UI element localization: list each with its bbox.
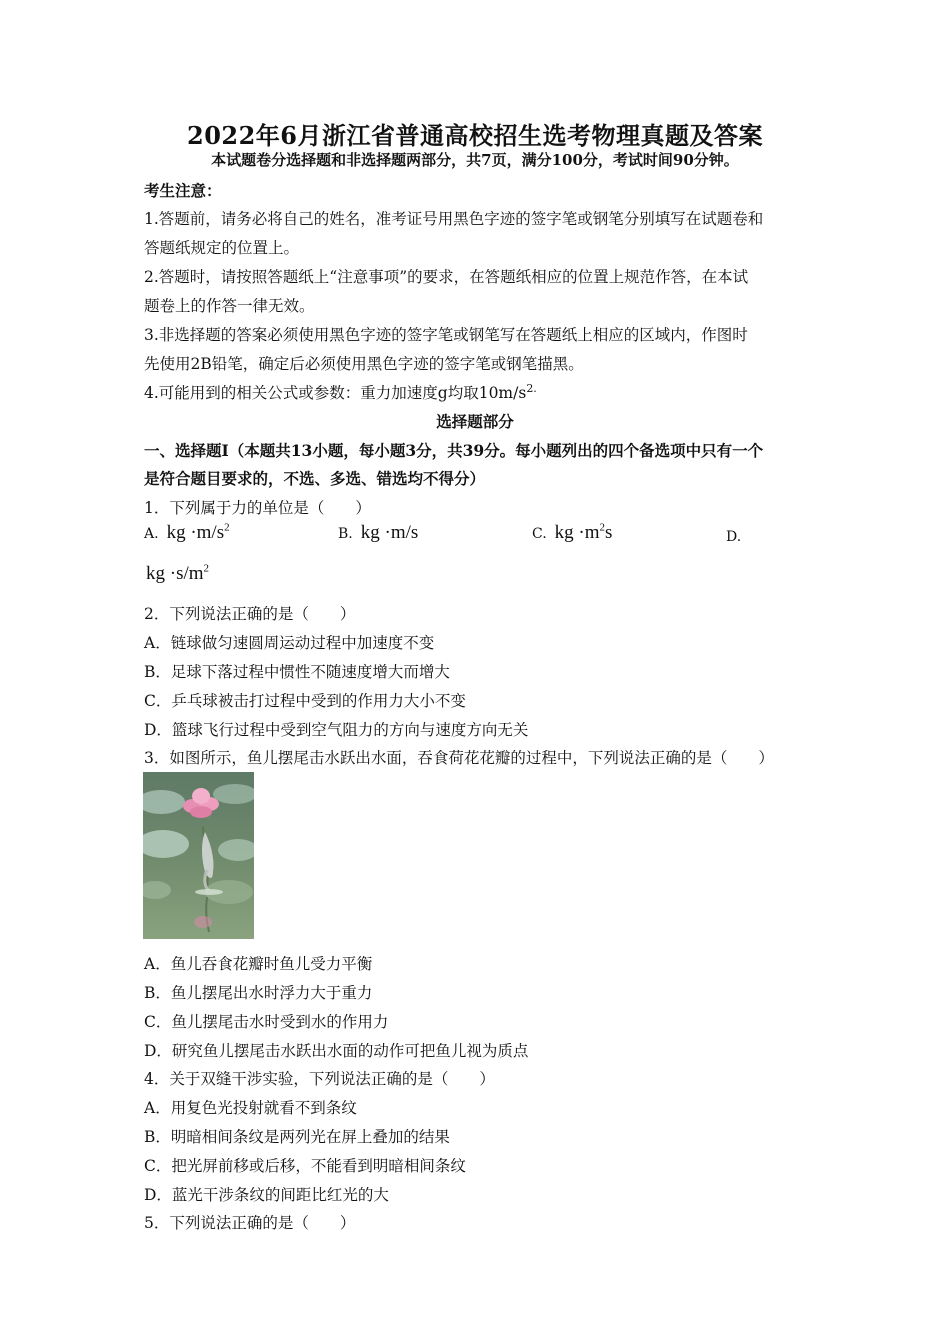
option-label: D. (726, 529, 742, 545)
q1-option-c (532, 522, 612, 544)
q2-option: C．乒乓球被击打过程中受到的作用力大小不变 (144, 692, 466, 710)
page-subtitle: 本试题卷分选择题和非选择题两部分，共7页，满分100分，考试时间90分钟。 (211, 151, 739, 169)
option-label: B. (338, 526, 353, 542)
notice-line: 3.非选择题的答案必须使用黑色字迹的签字笔或钢笔写在答题纸上相应的区域内，作图时 (144, 326, 748, 344)
unit-expression (146, 563, 209, 584)
unit-exponent: 2 (203, 563, 210, 575)
notice-line: 先使用2B铅笔，确定后必须使用黑色字迹的签字笔或钢笔描黑。 (144, 355, 584, 373)
question-4-stem: 4．关于双缝干涉实验，下列说法正确的是（ ） (144, 1070, 495, 1088)
q3-option: D．研究鱼儿摆尾击水跃出水面的动作可把鱼儿视为质点 (144, 1042, 529, 1060)
question-1-stem: 1．下列属于力的单位是（ ） (144, 499, 371, 517)
notice-line-text: 4.可能用到的相关公式或参数：重力加速度g均取10m/s (144, 384, 527, 402)
notice-line: 2.答题时，请按照答题纸上“注意事项”的要求，在答题纸相应的位置上规范作答，在本试 (144, 268, 749, 286)
option-label: A. (144, 526, 159, 543)
q2-option: D．篮球飞行过程中受到空气阻力的方向与速度方向无关 (144, 721, 529, 739)
notice-superscript: 2. (526, 381, 537, 395)
unit-tail: s (605, 522, 613, 544)
question-3-stem: 3．如图所示，鱼儿摆尾击水跃出水面，吞食荷花花瓣的过程中，下列说法正确的是（ ） (144, 749, 774, 767)
notice-line: 答题纸规定的位置上。 (144, 239, 300, 257)
notice-heading: 考生注意： (144, 181, 222, 200)
notice-line: 1.答题前，请务必将自己的姓名，准考证号用黑色字迹的签字笔或钢笔分别填写在试题卷和 (144, 210, 764, 228)
q4-option: C．把光屏前移或后移，不能看到明暗相间条纹 (144, 1157, 466, 1175)
q2-option: A．链球做匀速圆周运动过程中加速度不变 (144, 634, 435, 652)
unit-text: kg ·s/m (146, 563, 204, 585)
unit-text: kg ·m/s (360, 522, 419, 543)
section1-instruction: 是符合题目要求的，不选、多选、错选均不得分） (144, 469, 486, 488)
unit-text: kg ·m/s (166, 522, 225, 544)
q4-option: B．明暗相间条纹是两列光在屏上叠加的结果 (144, 1128, 450, 1146)
q3-option: C．鱼儿摆尾击水时受到水的作用力 (144, 1013, 389, 1031)
fish-lotus-photo (143, 772, 254, 939)
question-5-stem: 5．下列说法正确的是（ ） (144, 1214, 356, 1232)
unit-text: kg ·m (554, 522, 600, 544)
option-label: C. (532, 526, 547, 543)
unit-expression (555, 522, 613, 543)
q2-option: B．足球下落过程中惯性不随速度增大而增大 (144, 663, 450, 681)
notice-line-formula (144, 381, 537, 403)
q4-option: D．蓝光干涉条纹的间距比红光的大 (144, 1186, 389, 1204)
page-title: 2022年6月浙江省普通高校招生选考物理真题及答案 (187, 121, 763, 150)
unit-exponent: 2 (599, 522, 606, 534)
q4-option: A．用复色光投射就看不到条纹 (144, 1099, 357, 1117)
q1-option-d-label (726, 527, 749, 545)
q3-option: A．鱼儿吞食花瓣时鱼儿受力平衡 (144, 955, 373, 973)
q3-option: B．鱼儿摆尾出水时浮力大于重力 (144, 984, 373, 1002)
fish-lotus-illustration (143, 772, 254, 939)
unit-exponent: 2 (224, 522, 230, 534)
section1-instruction: 一、选择题Ⅰ（本题共13小题，每小题3分，共39分。每小题列出的四个备选项中只有一个 (144, 441, 764, 460)
question-2-stem: 2．下列说法正确的是（ ） (144, 605, 356, 623)
section-title: 选择题部分 (436, 412, 514, 431)
q1-option-a (144, 522, 230, 544)
unit-expression (167, 522, 230, 543)
notice-line: 题卷上的作答一律无效。 (144, 297, 315, 315)
q1-option-d (146, 563, 209, 585)
q1-option-b (338, 522, 418, 544)
